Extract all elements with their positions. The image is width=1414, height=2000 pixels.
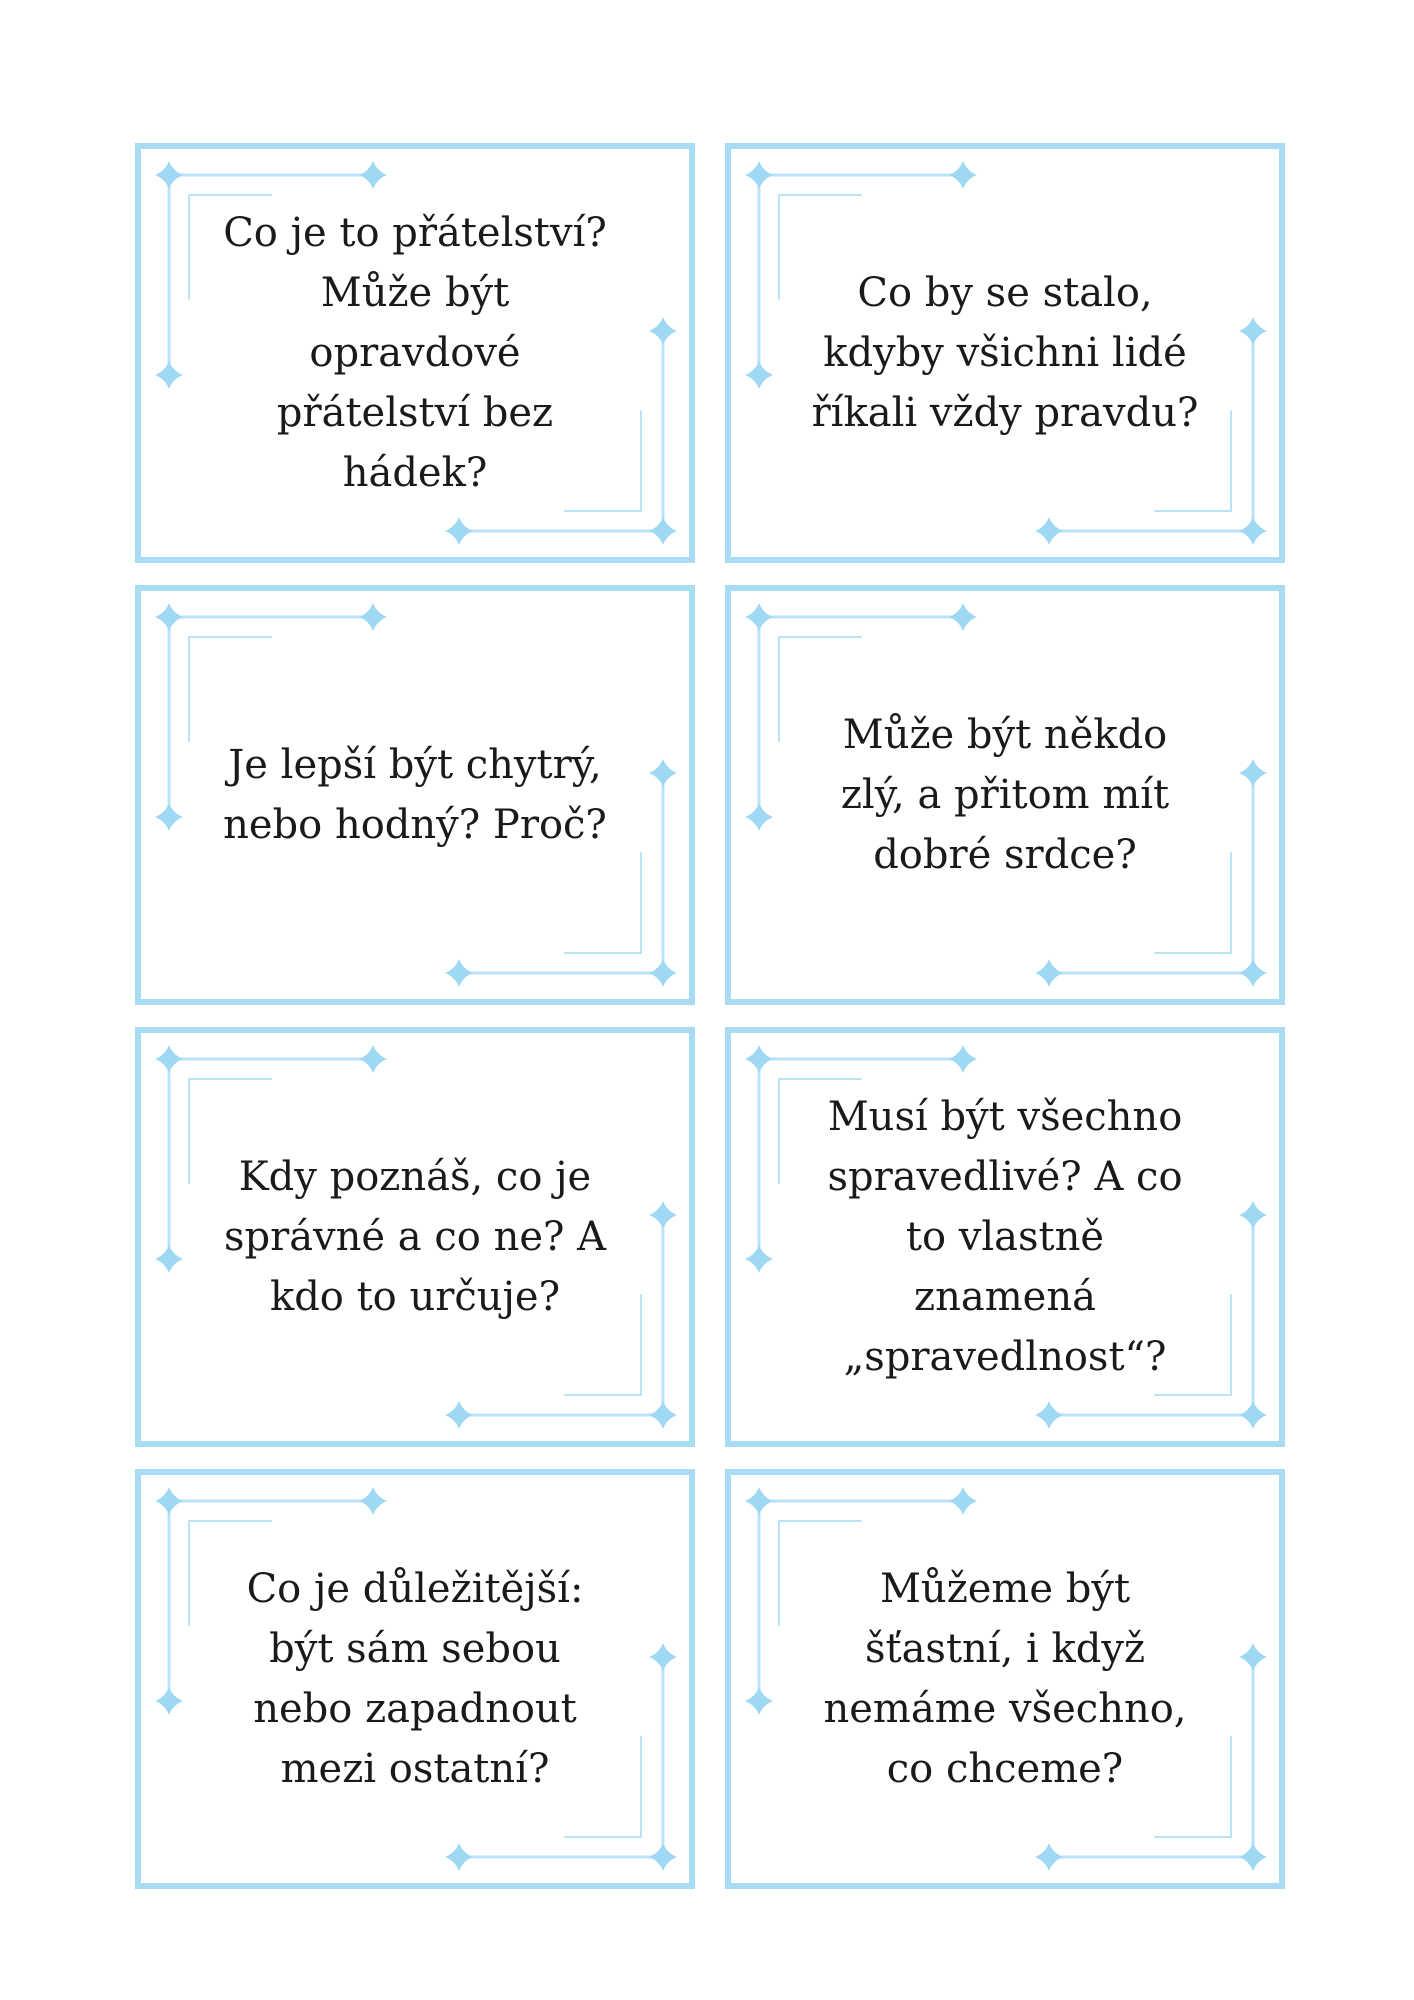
question-card	[135, 1469, 695, 1889]
question-text: Co by se stalo, kdyby všichni lidé říkali vždy pravdu?	[811, 270, 1199, 436]
sparkle-icon	[155, 361, 183, 389]
sparkle-icon	[745, 1045, 773, 1073]
question-card	[135, 585, 695, 1005]
sparkle-icon	[1239, 1643, 1267, 1671]
sparkle-icon	[1239, 517, 1267, 545]
question-card	[725, 143, 1285, 563]
question-text: Může být někdo zlý, a přitom mít dobré srdce?	[840, 712, 1170, 878]
sparkle-icon	[1239, 759, 1267, 787]
sparkle-icon	[745, 1245, 773, 1273]
sparkle-icon	[745, 161, 773, 189]
sparkle-icon	[649, 317, 677, 345]
sparkle-icon	[155, 1487, 183, 1515]
question-card	[725, 1469, 1285, 1889]
sparkle-icon	[155, 1045, 183, 1073]
sparkle-icon	[1239, 1401, 1267, 1429]
sparkle-icon	[649, 1643, 677, 1671]
sparkle-icon	[1239, 959, 1267, 987]
question-card	[135, 143, 695, 563]
sparkle-icon	[155, 803, 183, 831]
sparkle-icon	[649, 1401, 677, 1429]
sparkle-icon	[1239, 1843, 1267, 1871]
card-sheet	[135, 143, 1285, 1889]
question-text: Můžeme být šťastní, i když nemáme všechno, co chceme?	[823, 1566, 1187, 1792]
question-card	[135, 1027, 695, 1447]
question-card	[725, 585, 1285, 1005]
sparkle-icon	[745, 1487, 773, 1515]
question-card	[725, 1027, 1285, 1447]
sparkle-icon	[155, 161, 183, 189]
sparkle-icon	[649, 1201, 677, 1229]
sparkle-icon	[745, 603, 773, 631]
sparkle-icon	[1239, 1201, 1267, 1229]
sparkle-icon	[649, 759, 677, 787]
question-text: Musí být všechno spravedlivé? A co to vlastně znamená „spravedlnost“?	[827, 1094, 1183, 1380]
sparkle-icon	[745, 1687, 773, 1715]
question-text: Co je důležitější: být sám sebou nebo zapadnout mezi ostatní?	[246, 1566, 584, 1792]
sparkle-icon	[155, 603, 183, 631]
question-text: Kdy poznáš, co je správné a co ne? A kdo to určuje?	[223, 1154, 607, 1320]
sparkle-icon	[1239, 317, 1267, 345]
sparkle-icon	[649, 959, 677, 987]
question-text: Je lepší být chytrý, nebo hodný? Proč?	[223, 742, 607, 848]
sparkle-icon	[155, 1245, 183, 1273]
sparkle-icon	[745, 803, 773, 831]
sparkle-icon	[745, 361, 773, 389]
sparkle-icon	[649, 1843, 677, 1871]
sparkle-icon	[649, 517, 677, 545]
sparkle-icon	[155, 1687, 183, 1715]
question-text: Co je to přátelství? Může být opravdové přátelství bez hádek?	[223, 210, 607, 496]
